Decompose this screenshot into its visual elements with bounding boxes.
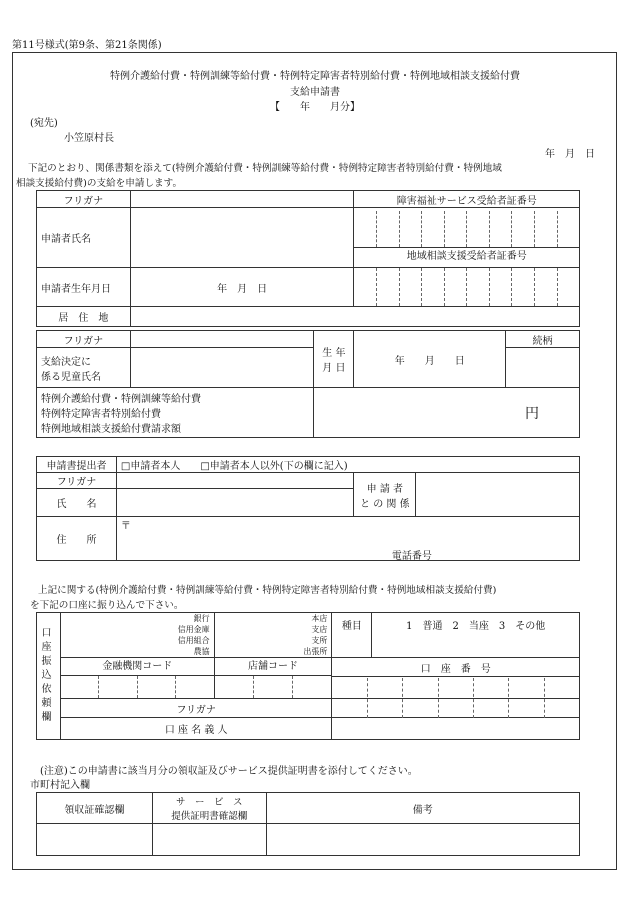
submitter-table xyxy=(36,456,580,561)
service-cert-boxes[interactable] xyxy=(354,208,580,268)
bank-code-cell[interactable]: 金融機関コード xyxy=(60,658,214,699)
submitter-name-label: 氏 名 xyxy=(37,489,117,517)
claim-amount-field[interactable]: 円 xyxy=(314,388,580,438)
addressee: 小笠原村長 xyxy=(64,133,114,144)
submitter-name-field[interactable] xyxy=(116,489,354,517)
service-cert-label: 障害福祉サービス受給者証番号 xyxy=(354,191,580,208)
office-table xyxy=(36,792,580,856)
self-checkbox[interactable]: □申請者本人 xyxy=(120,461,181,472)
branch-code-cell[interactable]: 店舗コード xyxy=(214,658,332,699)
bank-type-cell[interactable]: 銀行 信用金庫 信用組合 農協 xyxy=(60,613,214,658)
account-holder-field[interactable] xyxy=(332,718,580,740)
submitter-options[interactable] xyxy=(116,457,579,473)
applicant-birth-field[interactable]: 年 月 日 xyxy=(130,268,354,307)
submitter-relation-label: 申 請 者 と の 関 係 xyxy=(354,473,416,517)
child-name-field[interactable] xyxy=(130,348,314,388)
submitter-furigana-field[interactable] xyxy=(116,473,354,489)
child-furigana-label: フリガナ xyxy=(37,331,131,348)
relation-field[interactable] xyxy=(506,348,580,388)
form-number: 第11号様式(第9条、第21条関係) xyxy=(12,40,162,51)
remarks-field[interactable] xyxy=(266,824,579,856)
submitter-address-field[interactable] xyxy=(116,517,579,561)
transfer-line-2: を下記の口座に振り込んで下さい。 xyxy=(30,600,184,611)
form-title: 特例介護給付費・特例訓練等給付費・特例特定障害者特別給付費・特例地域相談支援給付費 xyxy=(110,71,520,82)
receipt-check-field[interactable] xyxy=(37,824,153,856)
claim-label: 特例介護給付費・特例訓練等給付費 特例特定障害者特別給付費 特例地域相談支援給付費請求額 xyxy=(37,388,314,438)
submitter-furigana-label: フリガナ xyxy=(37,473,117,489)
child-furigana-field[interactable] xyxy=(130,331,314,348)
address-label: 居 住 地 xyxy=(37,307,131,327)
service-check-field[interactable] xyxy=(152,824,266,856)
phone-label: 電話番号 xyxy=(391,551,432,562)
applicant-birth-label: 申請者生年月日 xyxy=(37,268,131,307)
account-number-label: 口 座 番 号 xyxy=(332,658,580,677)
transfer-line-1: 上記に関する(特例介護給付費・特例訓練等給付費・特例特定障害者特別給付費・特例地域相談支援給付費) xyxy=(38,585,497,596)
child-table xyxy=(36,330,580,438)
applicant-furigana-field[interactable] xyxy=(130,191,354,208)
remarks-label: 備考 xyxy=(266,793,579,824)
form-month: 【 年 月分】 xyxy=(270,102,360,113)
account-holder-label: 口 座 名 義 人 xyxy=(60,718,331,740)
address-field[interactable] xyxy=(130,307,579,327)
postal-mark: 〒 xyxy=(120,521,131,532)
intro-line-2: 相談支援給付費)の支給を申請します。 xyxy=(16,178,183,189)
applicant-furigana-label: フリガナ xyxy=(37,191,131,208)
consult-cert-label: 地域相談支援受給者証番号 xyxy=(406,250,527,262)
submitter-label: 申請書提出者 xyxy=(37,457,117,473)
addressee-label: (宛先) xyxy=(30,118,58,129)
account-type-options[interactable]: 1 普通 2 当座 3 その他 xyxy=(372,613,580,658)
applicant-name-label: 申請者氏名 xyxy=(37,208,131,268)
applicant-table xyxy=(36,190,580,327)
office-use-label: 市町村記入欄 xyxy=(30,780,90,791)
submitter-relation-field[interactable] xyxy=(416,473,580,517)
receipt-check-label: 領収証確認欄 xyxy=(37,793,153,824)
child-name-label: 支給決定に 係る児童氏名 xyxy=(37,348,131,388)
intro-line-1: 下記のとおり、関係書類を添えて(特例介護給付費・特例訓練等給付費・特例特定障害者特別給付費・特例地域 xyxy=(28,163,502,174)
other-checkbox[interactable]: □申請者本人以外(下の欄に記入) xyxy=(200,461,348,472)
application-date: 年 月 日 xyxy=(545,149,595,160)
applicant-name-field[interactable] xyxy=(130,208,354,268)
holder-furigana-label: フリガナ xyxy=(60,699,331,718)
bank-side-label: 口座振込依頼欄 xyxy=(37,613,61,740)
account-type-label: 種目 xyxy=(332,613,372,658)
bank-table xyxy=(36,612,580,740)
relation-label: 続柄 xyxy=(506,331,580,348)
service-check-label: サ ー ビ ス 提供証明書確認欄 xyxy=(152,793,266,824)
account-number-boxes[interactable] xyxy=(332,677,580,699)
attachment-note: (注意)この申請書に該当月分の領収証及びサービス提供証明書を添付してください。 xyxy=(40,766,418,777)
child-birth-field[interactable]: 年 月 日 xyxy=(354,331,506,388)
form-subtitle: 支給申請書 xyxy=(290,87,340,98)
submitter-address-label: 住 所 xyxy=(37,517,117,561)
branch-type-cell[interactable]: 本店 支店 支所 出張所 xyxy=(214,613,332,658)
consult-cert-boxes[interactable] xyxy=(354,268,580,307)
child-birth-label: 生 年 月 日 xyxy=(314,331,354,388)
